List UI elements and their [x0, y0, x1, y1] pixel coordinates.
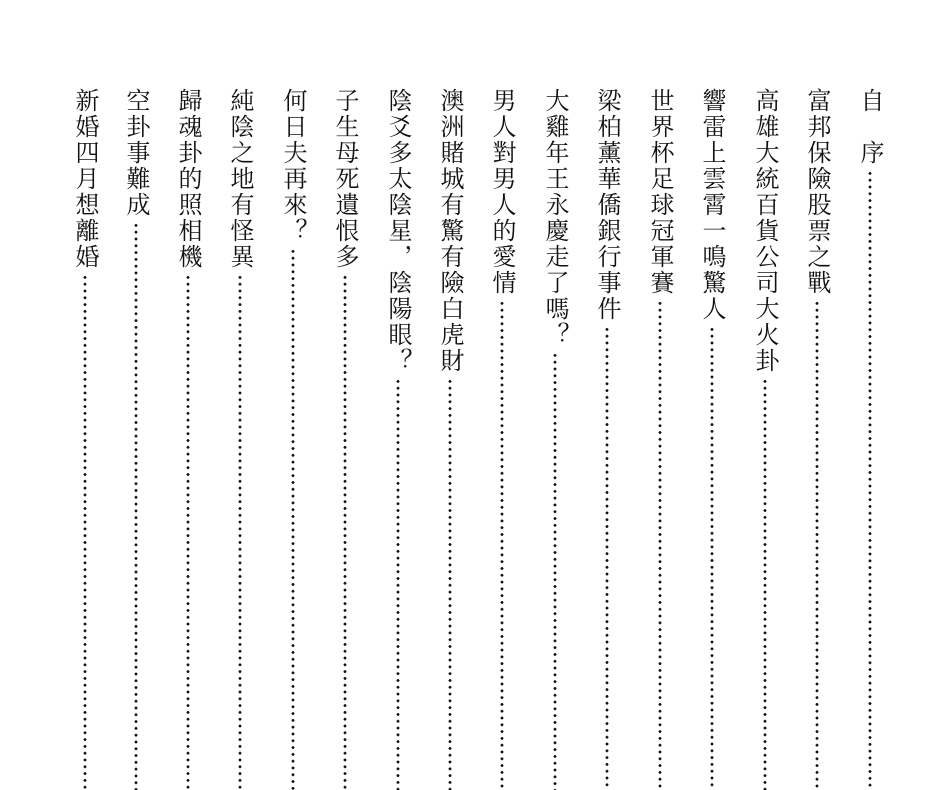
dot-leader [500, 300, 504, 790]
dot-leader [291, 248, 295, 790]
dot-leader [448, 378, 452, 790]
dot-leader [553, 352, 557, 790]
toc-entry[interactable] [173, 88, 203, 790]
dot-leader [238, 274, 242, 790]
toc-entry-title: 富邦保險股票之戰 [803, 88, 831, 296]
toc-entry-title: 世界杯足球冠軍賽 [646, 88, 674, 296]
dot-leader [658, 300, 662, 790]
dot-leader [605, 326, 609, 790]
dot-leader [186, 274, 190, 790]
toc-entry[interactable] [225, 88, 255, 790]
toc-entry-title: 陰爻多太陰星，陰陽眼？ [384, 88, 412, 374]
toc-entry-title: 高雄大統百貨公司大火卦 [751, 88, 779, 374]
dot-leader [815, 300, 819, 790]
toc-entry-title: 自 序 [856, 88, 884, 166]
dot-leader [396, 378, 400, 790]
toc-entry[interactable] [70, 88, 100, 790]
dot-leader [134, 222, 138, 790]
toc-entry[interactable] [121, 88, 151, 790]
toc-entry[interactable] [435, 88, 465, 790]
toc-entry-title: 空卦事難成 [122, 88, 150, 218]
toc-entry-title: 歸魂卦的照相機 [174, 88, 202, 270]
toc-entry[interactable] [750, 88, 780, 790]
toc-entry[interactable] [592, 88, 622, 790]
dot-leader [83, 274, 87, 790]
toc-entry-title: 響雷上雲霄一鳴驚人 [698, 88, 726, 322]
toc-entry-title: 大雞年王永慶走了嗎？ [541, 88, 569, 348]
toc-entry-title: 純陰之地有怪異 [226, 88, 254, 270]
toc-entry[interactable] [645, 88, 675, 790]
toc-entry[interactable] [487, 88, 517, 790]
toc-entry[interactable] [697, 88, 727, 790]
toc-entry-preface[interactable] [855, 88, 885, 790]
toc-entry[interactable] [383, 88, 413, 790]
toc-entry[interactable] [802, 88, 832, 790]
toc-entry[interactable] [278, 88, 308, 790]
dot-leader [343, 274, 347, 790]
toc-entry[interactable] [540, 88, 570, 790]
toc-entry-title: 男人對男人的愛情 [488, 88, 516, 296]
dot-leader [710, 326, 714, 790]
toc-entry-title: 子生母死遺恨多 [331, 88, 359, 270]
dot-leader [763, 378, 767, 790]
toc-entry-title: 澳洲賭城有驚有險白虎財 [436, 88, 464, 374]
toc-entry-title: 新婚四月想離婚 [71, 88, 99, 270]
toc-entry-title: 何日夫再來？ [279, 88, 307, 244]
dot-leader [868, 170, 872, 790]
toc-entry-title: 梁柏薰華僑銀行事件 [593, 88, 621, 322]
toc-entry[interactable] [330, 88, 360, 790]
